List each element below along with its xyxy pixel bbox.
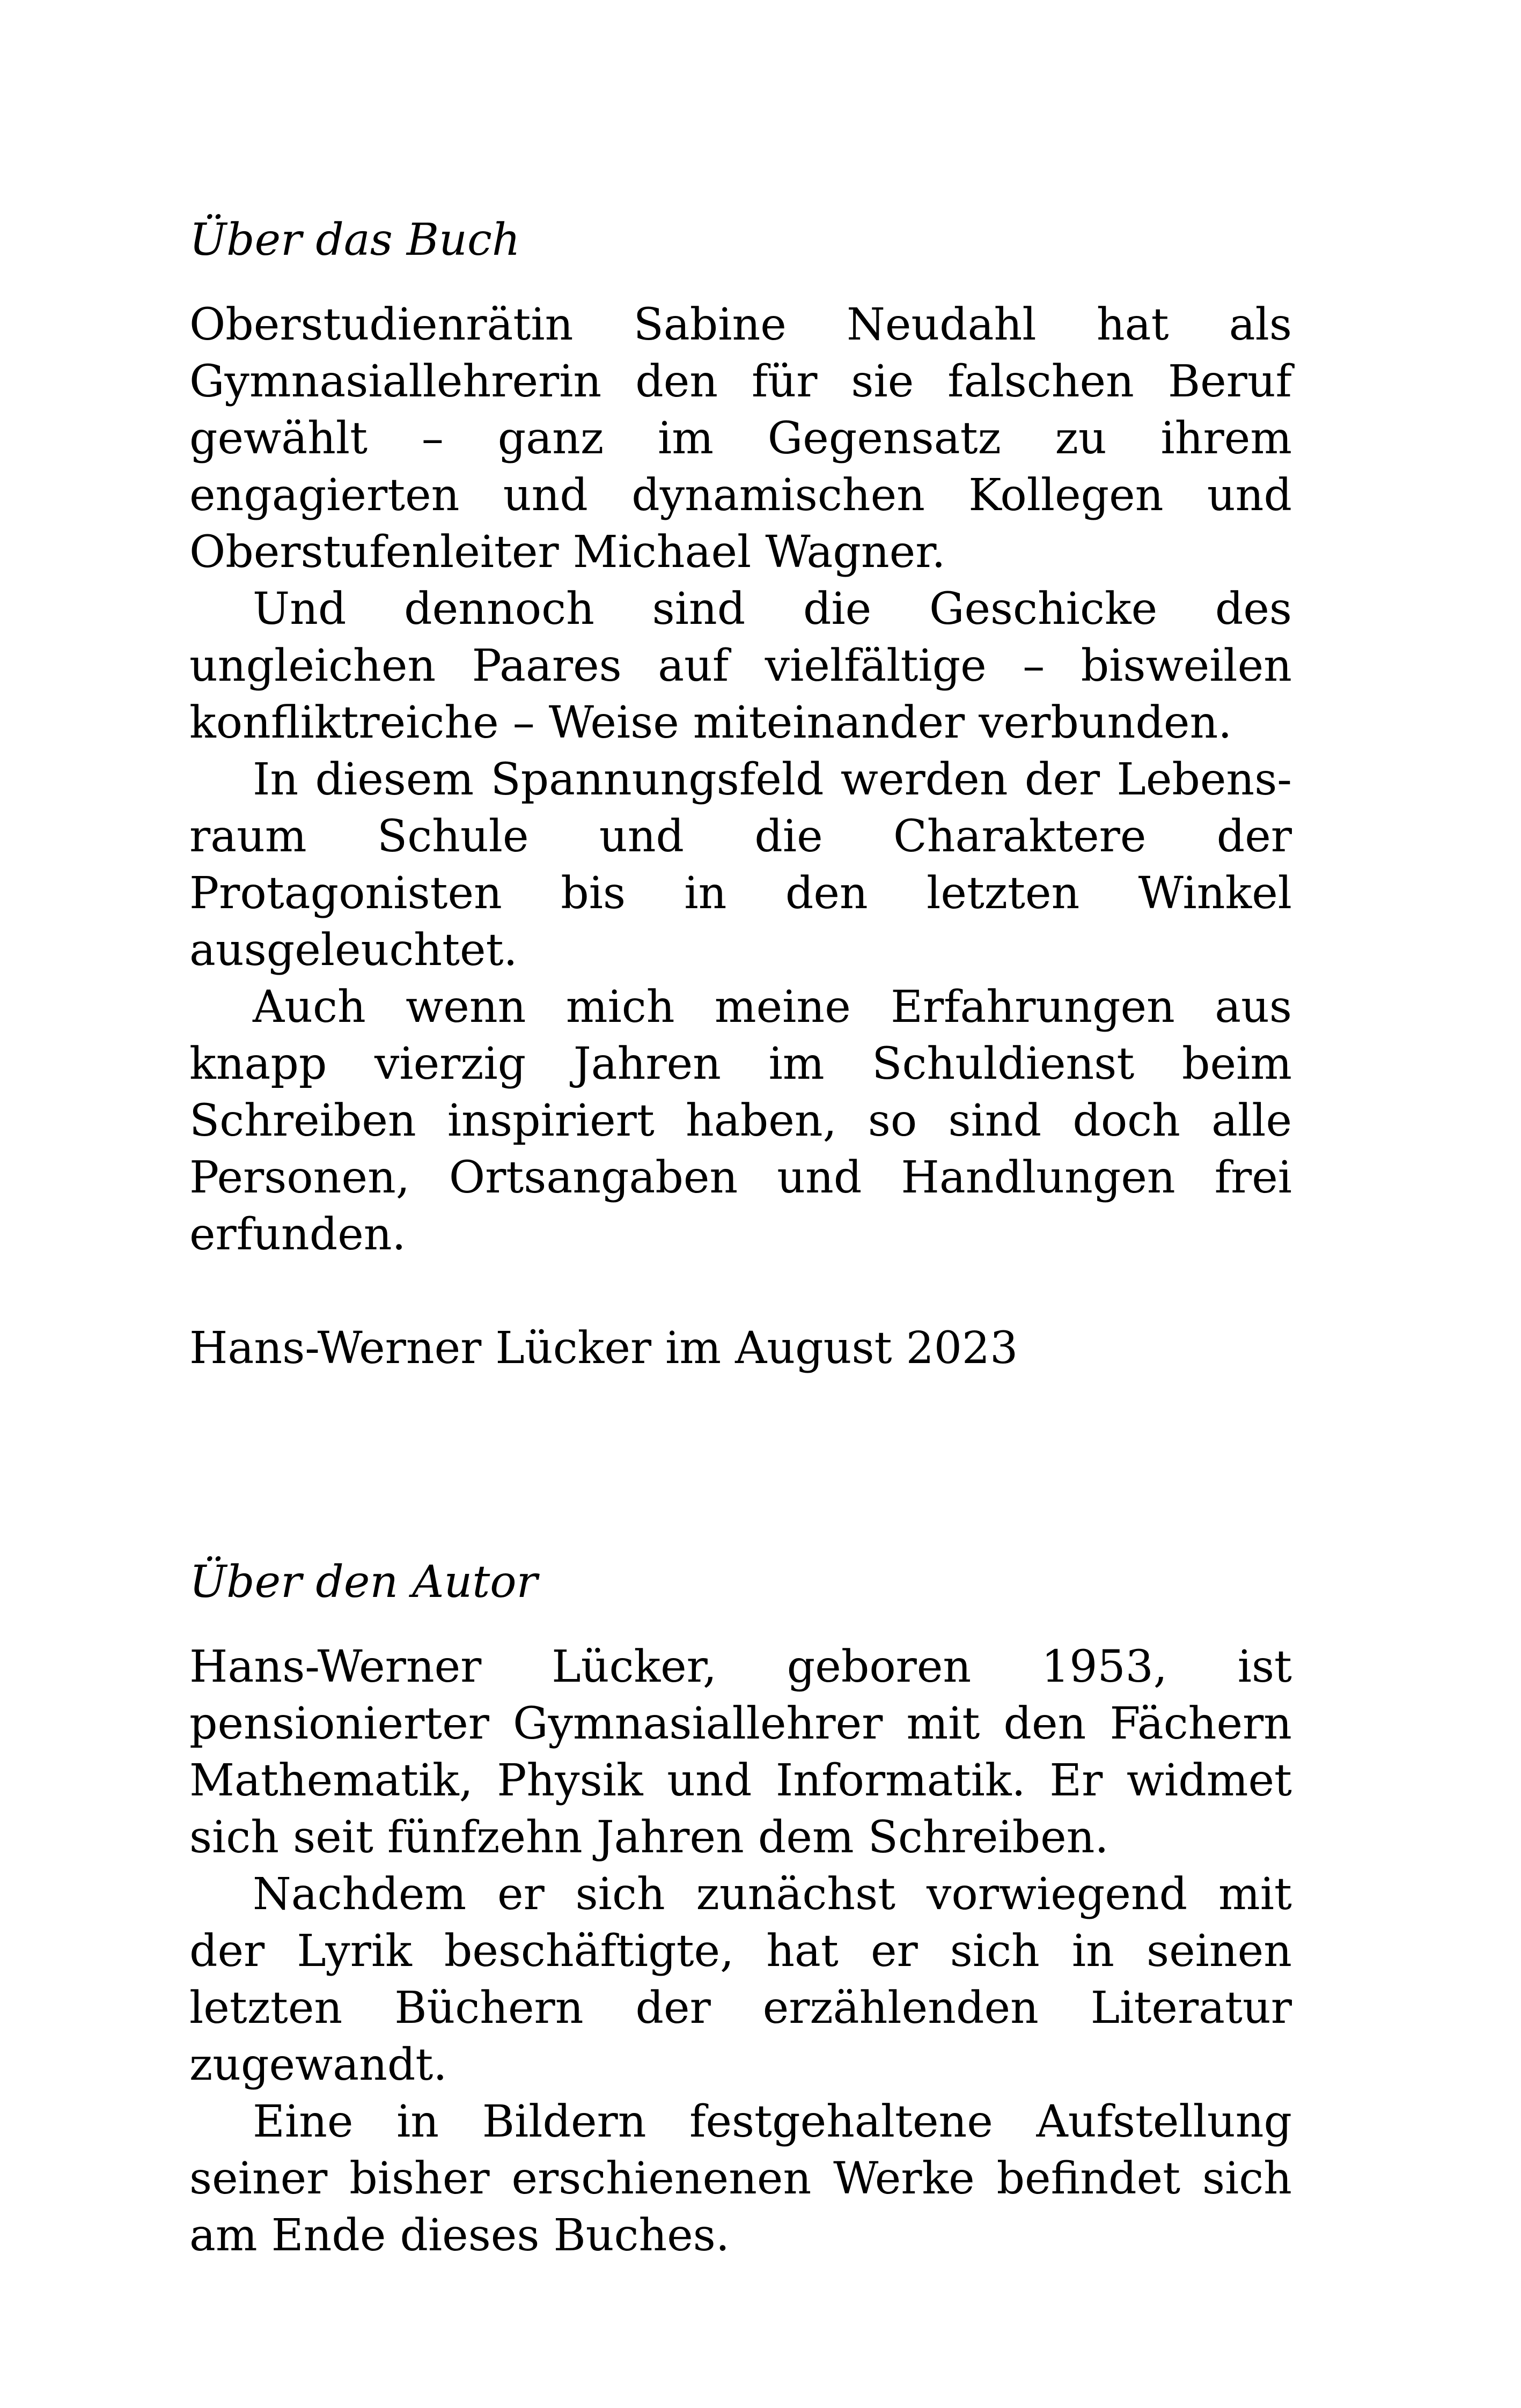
author-signature: Hans-Werner Lücker im August 2023 bbox=[189, 1323, 1018, 1374]
about-author-paragraph-2: Nachdem er sich zunächst vorwiegend mit der Lyrik beschäftigte, hat er sich in seinen letzten Büchern der erzählenden Literatur zugewandt. bbox=[189, 1869, 1292, 2090]
about-book-paragraph-1: Oberstudienrätin Sabine Neudahl hat als Gymnasiallehrerin den für sie falschen Beruf gewählt – ganz im Gegensatz zu ihrem engagierten und dynamischen Kollegen und Oberstufenleiter Michael Wagner. bbox=[189, 299, 1292, 578]
about-book-paragraph-2: Und dennoch sind die Geschicke des ungleichen Paares auf vielfältige – bisweilen konfliktreiche – Weise miteinander verbunden. bbox=[189, 584, 1292, 748]
about-author-heading: Über den Autor bbox=[189, 1557, 538, 1608]
about-author-section bbox=[189, 1554, 1292, 2264]
about-author-paragraph-3: Eine in Bildern festgehaltene Aufstellung seiner bisher erschienenen Werke befindet sich am Ende dieses Buches. bbox=[189, 2096, 1292, 2261]
about-book-paragraph-3: In diesem Spannungsfeld werden der Lebensraum Schule und die Charaktere der Protagonisten bis in den letzten Winkel ausgeleuchtet. bbox=[189, 754, 1292, 976]
about-book-section bbox=[189, 212, 1292, 1377]
page-content bbox=[189, 212, 1292, 2264]
about-book-heading: Über das Buch bbox=[189, 215, 520, 266]
about-author-paragraph-1: Hans-Werner Lücker, geboren 1953, ist pensionierter Gymnasiallehrer mit den Fächern Mathematik, Physik und Informatik. Er widmet sich seit fünfzehn Jahren dem Schreiben. bbox=[189, 1641, 1292, 1863]
about-book-paragraph-4: Auch wenn mich meine Erfahrungen aus knapp vierzig Jahren im Schuldienst beim Schreiben inspiriert haben, so sind doch alle Personen, Ortsangaben und Handlungen frei erfunden. bbox=[189, 982, 1292, 1260]
